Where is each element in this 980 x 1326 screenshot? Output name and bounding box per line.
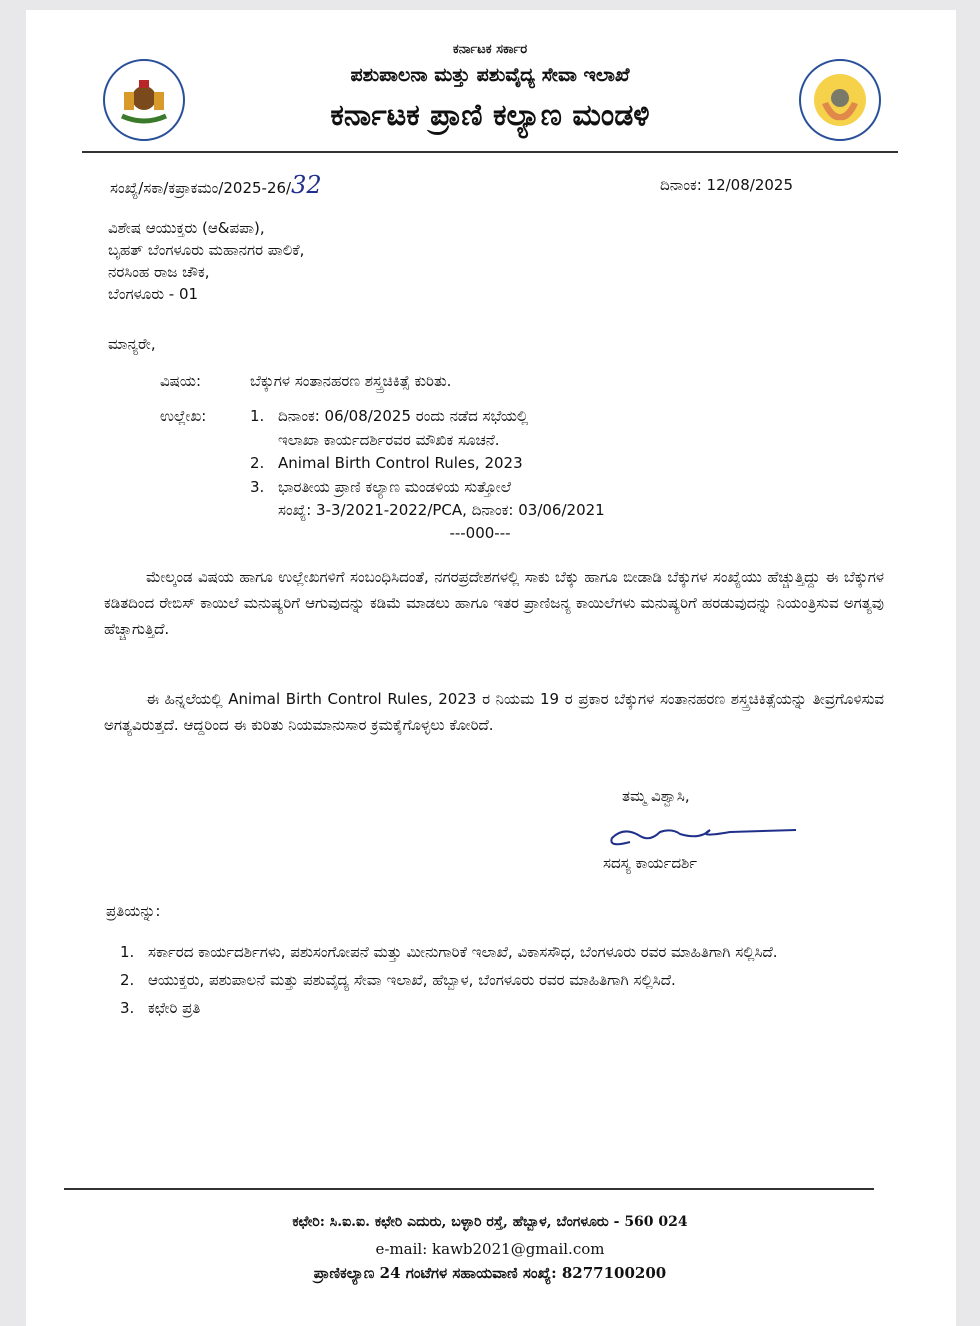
reference-item: 1. ದಿನಾಂಕ: 06/08/2025 ರಂದು ನಡೆದ ಸಭೆಯಲ್ಲಿ (250, 407, 529, 425)
footer-email: e-mail: kawb2021@gmail.com (375, 1240, 605, 1258)
copy-item: 3. ಕಛೇರಿ ಪ್ರತಿ (120, 999, 201, 1017)
handwritten-number: 32 (291, 171, 322, 199)
footer-divider (64, 1188, 874, 1190)
body-paragraph-1: ಮೇಲ್ಕಂಡ ವಿಷಯ ಹಾಗೂ ಉಲ್ಲೇಖಗಳಿಗೆ ಸಂಬಂಧಿಸಿದಂತೆ, ನಗರಪ್ರದೇಶಗಳಲ್ಲಿ ಸಾಕು ಬೆಕ್ಕು ಹಾಗೂ ಬೀಡಾಡಿ ಬೆಕ್ಕುಗಳ ಸಂಖ್ಯೆಯು ಹೆಚ್ಚುತ್ತಿದ್ದು ಈ ಬೆಕ್ಕುಗಳ ಕಡಿತದಿಂದ ರೇಬಿಸ್ ಕಾಯಿಲೆ ಮನುಷ್ಯರಿಗೆ ಆಗುವುದನ್ನು ಕಡಿಮೆ ಮಾಡಲು ಹಾಗೂ ಇತರ ಪ್ರಾಣಿಜನ್ಯ ಕಾಯಿಲೆಗಳು ಮನುಷ್ಯರಿಗೆ ಹರಡುವುದನ್ನು ನಿಯಂತ್ರಿಸುವ ಅಗತ್ಯವು ಹೆಚ್ಚಾಗುತ್ತಿದೆ. (104, 568, 884, 638)
copy-item: 2. ಆಯುಕ್ತರು, ಪಶುಪಾಲನೆ ಮತ್ತು ಪಶುವೈದ್ಯ ಸೇವಾ ಇಲಾಖೆ, ಹೆಬ್ಬಾಳ, ಬೆಂಗಳೂರು ರವರ ಮಾಹಿತಿಗಾಗಿ ಸಲ್ಲಿಸಿದೆ. (120, 971, 676, 989)
board-name: ಕರ್ನಾಟಕ ಪ್ರಾಣಿ ಕಲ್ಯಾಣ ಮಂಡಳಿ (330, 98, 650, 133)
body-paragraph-2: ಈ ಹಿನ್ನಲೆಯಲ್ಲಿ Animal Birth Control Rules, 2023 ರ ನಿಯಮ 19 ರ ಪ್ರಕಾರ ಬೆಕ್ಕುಗಳ ಸಂತಾನಹರಣ ಶಸ್ತ್ರಚಿಕಿತ್ಸೆಯನ್ನು ತೀವ್ರಗೊಳಿಸುವ ಅಗತ್ಯವಿರುತ್ತದೆ. ಆದ್ದರಿಂದ ಈ ಕುರಿತು ನಿಯಮಾನುಸಾರ ಕ್ರಮಕೈಗೊಳ್ಳಲು ಕೋರಿದೆ. (104, 690, 884, 734)
government-name: ಕರ್ನಾಟಕ ಸರ್ಕಾರ (452, 42, 528, 57)
footer-address: ಕಛೇರಿ: ಸಿ.ಐ.ಐ. ಕಛೇರಿ ಎದುರು, ಬಳ್ಳಾರಿ ರಸ್ತೆ, ಹೆಬ್ಬಾಳ, ಬೆಂಗಳೂರು - 560 024 (292, 1214, 688, 1230)
department-name: ಪಶುಪಾಲನಾ ಮತ್ತು ಪಶುವೈದ್ಯ ಸೇವಾ ಇಲಾಖೆ (350, 64, 630, 86)
closing: ತಮ್ಮ ವಿಶ್ವಾಸಿ, (622, 787, 690, 805)
salutation: ಮಾನ್ಯರೇ, (108, 335, 156, 353)
references-label: ಉಲ್ಲೇಖ: (160, 407, 207, 425)
addressee-line: ವಿಶೇಷ ಆಯುಕ್ತರು (ಆ&ಪಪಾ), (108, 219, 265, 237)
letter-date: ದಿನಾಂಕ: 12/08/2025 (660, 176, 793, 194)
addressee-line: ಬೃಹತ್ ಬೆಂಗಳೂರು ಮಹಾನಗರ ಪಾಲಿಕೆ, (108, 241, 305, 259)
separator: ---000--- (449, 524, 511, 542)
reference-number-text: ಸಂಖ್ಯೆ/ಸಕಾ/ಕಪ್ರಾಕಮಂ/2025-26/ (110, 179, 292, 197)
subject-label: ವಿಷಯ: (160, 372, 201, 390)
subject-text: ಬೆಕ್ಕುಗಳ ಸಂತಾನಹರಣ ಶಸ್ತ್ರಚಿಕಿತ್ಸೆ ಕುರಿತು. (250, 372, 452, 390)
references-list (250, 405, 690, 523)
reference-number (110, 171, 322, 199)
reference-item-cont: ಇಲಾಖಾ ಕಾರ್ಯದರ್ಶಿರವರ ಮೌಖಿಕ ಸೂಚನೆ. (278, 430, 500, 449)
signatory-title: ಸದಸ್ಯ ಕಾರ್ಯದರ್ಶಿ (603, 854, 698, 872)
reference-item-cont: ಸಂಖ್ಯೆ: 3-3/2021-2022/PCA, ದಿನಾಂಕ: 03/06/2021 (278, 501, 605, 519)
header-divider (82, 151, 898, 153)
copies-label: ಪ್ರತಿಯನ್ನು: (106, 902, 161, 920)
footer-helpline: ಪ್ರಾಣಿಕಲ್ಯಾಣ 24 ಗಂಟೆಗಳ ಸಹಾಯವಾಣಿ ಸಂಖ್ಯೆ: 8277100200 (313, 1264, 667, 1282)
reference-item: 2. Animal Birth Control Rules, 2023 (250, 454, 523, 472)
copy-item: 1. ಸರ್ಕಾರದ ಕಾರ್ಯದರ್ಶಿಗಳು, ಪಶುಸಂಗೋಪನೆ ಮತ್ತು ಮೀನುಗಾರಿಕೆ ಇಲಾಖೆ, ವಿಕಾಸಸೌಧ, ಬೆಂಗಳೂರು ರವರ ಮಾಹಿತಿಗಾಗಿ ಸಲ್ಲಿಸಿದೆ. (120, 943, 778, 961)
addressee-line: ನರಸಿಂಹ ರಾಜ ಚೌಕ, (108, 263, 210, 281)
reference-item: 3. ಭಾರತೀಯ ಪ್ರಾಣಿ ಕಲ್ಯಾಣ ಮಂಡಳಿಯ ಸುತ್ತೋಲೆ (250, 477, 512, 496)
copies-list (120, 940, 875, 1020)
addressee-block (108, 217, 304, 305)
addressee-line: ಬೆಂಗಳೂರು - 01 (108, 285, 199, 303)
letter-page (26, 10, 956, 1326)
